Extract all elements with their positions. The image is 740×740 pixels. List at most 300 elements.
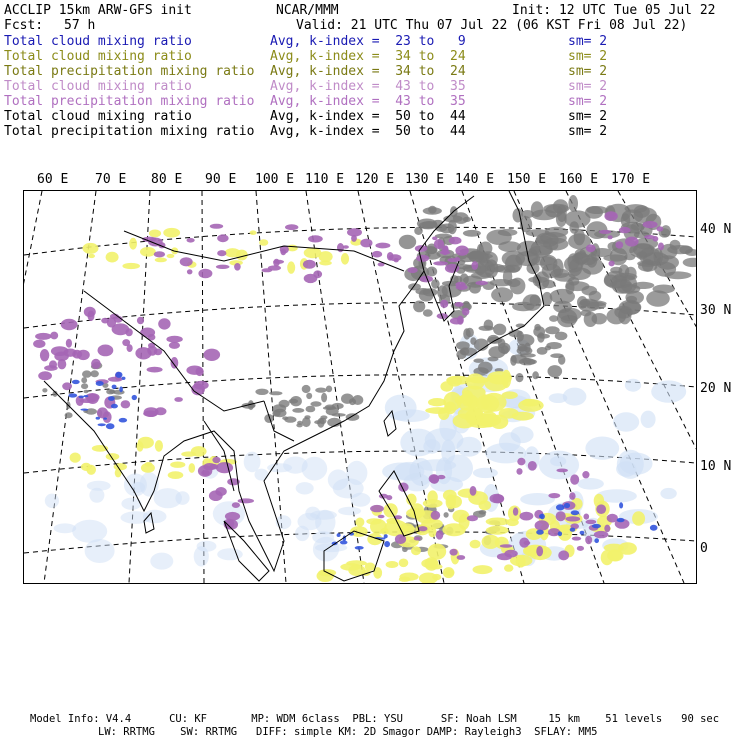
field-avg: Avg, k-index = 34 to 24 [270,49,466,64]
purple-cloud [657,226,664,231]
lat-label: 10 N [700,459,732,474]
purple-cloud [433,261,448,265]
purple-cloud [548,493,560,498]
purple-cloud [225,512,240,521]
light-blue-cloud [217,548,243,560]
light-blue-cloud [302,457,328,481]
blue-cloud [111,404,118,409]
purple-cloud [313,270,322,278]
yellow-cloud [443,490,457,501]
purple-cloud [77,350,90,360]
gray-cloud [439,224,454,234]
gray-cloud [81,377,87,383]
purple-cloud [234,263,241,271]
gray-cloud [476,253,490,264]
purple-cloud [54,352,69,362]
yellow-cloud [365,563,376,571]
blue-cloud [115,372,122,378]
light-blue-cloud [625,379,641,392]
purple-cloud [596,504,606,514]
init-time: Init: 12 UTC Tue 05 Jul 22 [512,3,716,18]
purple-cloud [449,237,462,245]
field-smoothing: sm= 2 [568,49,608,64]
blue-cloud [108,396,115,401]
gray-cloud [517,344,526,352]
yellow-cloud [170,462,185,468]
gray-cloud [517,331,524,342]
fcst-label: Fcst: [4,18,44,33]
purple-cloud [40,349,49,361]
field-avg: Avg, k-index = 34 to 24 [270,64,466,79]
purple-cloud [594,531,609,538]
purple-cloud [470,486,477,496]
light-blue-cloud [338,507,361,515]
blue-cloud [80,409,88,411]
light-blue-cloud [563,388,587,406]
purple-cloud [91,359,101,369]
purple-cloud [455,302,464,307]
light-blue-cloud [641,411,656,428]
yellow-cloud [181,451,196,456]
gray-cloud [484,320,494,331]
purple-cloud [232,502,240,508]
yellow-cloud [386,561,399,568]
light-blue-cloud [244,452,261,473]
yellow-cloud [367,533,382,545]
blue-cloud [96,381,104,386]
field-name: Total precipitation mixing ratio [4,64,255,79]
gray-cloud [310,401,321,406]
field-name: Total cloud mixing ratio [4,34,192,49]
blue-cloud [650,525,658,531]
lat-label: 40 N [700,222,732,237]
purple-cloud [66,339,72,348]
purple-cloud [436,530,444,539]
blue-cloud [384,541,390,547]
gray-cloud [589,291,602,301]
purple-cloud [378,515,385,519]
purple-cloud [166,336,182,343]
purple-cloud [61,319,78,330]
gray-cloud [516,324,525,328]
gray-cloud [488,346,505,358]
lon-label: 170 E [611,172,651,187]
blue-cloud [106,423,115,429]
purple-cloud [442,246,449,256]
field-avg: Avg, k-index = 43 to 35 [270,94,466,109]
purple-cloud [625,237,639,247]
blue-cloud [594,538,599,543]
field-name: Total precipitation mixing ratio [4,124,255,139]
light-blue-cloud [585,437,619,460]
gray-cloud [269,391,282,395]
purple-cloud [196,367,204,376]
gray-cloud [463,217,471,222]
purple-cloud [394,258,399,262]
gray-cloud [290,396,302,406]
lon-label: 60 E [37,172,69,187]
yellow-cloud [487,371,512,384]
yellow-cloud [163,228,180,238]
gray-cloud [520,353,536,357]
field-smoothing: sm= 2 [568,64,608,79]
yellow-cloud [632,511,645,526]
purple-cloud [536,546,543,556]
lon-label: 100 E [255,172,295,187]
yellow-cloud [618,542,637,555]
yellow-cloud [522,400,540,407]
gray-cloud [314,420,321,424]
yellow-cloud [419,573,438,584]
yellow-cloud [469,377,489,384]
gray-cloud [548,365,563,377]
gray-cloud [422,221,438,228]
gray-cloud [642,259,654,272]
field-avg: Avg, k-index = 50 to 44 [270,124,466,139]
field-smoothing: sm= 2 [568,109,608,124]
yellow-cloud [129,238,137,250]
yellow-cloud [167,254,175,258]
gray-cloud [510,278,526,295]
lon-label: 80 E [151,172,183,187]
yellow-cloud [83,243,99,254]
yellow-cloud [400,573,419,581]
yellow-cloud [140,247,156,257]
yellow-cloud [438,408,449,420]
yellow-cloud [411,546,421,555]
light-blue-cloud [385,395,417,421]
gray-cloud [106,389,114,394]
light-blue-cloud [296,482,314,494]
purple-cloud [586,520,597,525]
purple-cloud [212,457,220,463]
yellow-cloud [421,559,438,569]
yellow-cloud [225,248,241,257]
purple-cloud [599,230,611,234]
light-blue-cloud [194,546,209,566]
gray-cloud [626,296,637,303]
fcst-value: 57 h [64,18,96,33]
purple-cloud [154,349,162,356]
purple-cloud [187,238,195,243]
yellow-cloud [443,392,461,411]
purple-cloud [285,224,298,230]
yellow-cloud [504,564,513,571]
purple-cloud [337,243,344,252]
purple-cloud [644,235,655,239]
gray-cloud [399,235,416,249]
purple-cloud [387,252,394,261]
gray-cloud [284,416,296,422]
purple-cloud [127,344,133,352]
gray-cloud [456,350,466,359]
lon-label: 160 E [559,172,599,187]
purple-cloud [431,511,441,520]
field-name: Total cloud mixing ratio [4,109,192,124]
gray-cloud [498,229,518,236]
lon-label: 140 E [455,172,495,187]
purple-cloud [62,382,72,390]
yellow-cloud [138,437,154,449]
purple-cloud [101,318,109,324]
yellow-cloud [319,251,333,262]
purple-cloud [103,411,112,423]
gray-cloud [306,393,312,399]
purple-cloud [204,349,221,361]
gray-cloud [653,285,675,294]
purple-cloud [416,255,429,262]
field-smoothing: sm= 2 [568,79,608,94]
valid-time: Valid: 21 UTC Thu 07 Jul 22 (06 KST Fri 08 Jul 22) [296,18,688,33]
yellow-cloud [70,453,81,463]
yellow-cloud [486,526,509,535]
lat-label: 0 [700,541,708,556]
lon-label: 130 E [405,172,445,187]
yellow-cloud [145,462,153,467]
blue-cloud [337,533,341,537]
purple-cloud [121,400,131,408]
yellow-cloud [287,261,295,273]
purple-cloud [280,249,286,255]
yellow-cloud [86,465,96,475]
yellow-cloud [486,518,509,526]
gray-cloud [581,310,592,317]
purple-cloud [171,357,179,369]
purple-cloud [303,260,316,269]
gray-cloud [463,328,470,339]
gray-cloud [665,271,692,279]
field-smoothing: sm= 2 [568,124,608,139]
blue-cloud [384,534,388,538]
purple-cloud [418,526,427,531]
light-blue-cloud [328,469,349,490]
purple-cloud [524,541,531,545]
purple-cloud [565,516,580,521]
lon-label: 120 E [355,172,395,187]
gray-cloud [415,288,430,295]
purple-cloud [586,244,596,252]
gray-cloud [413,301,425,313]
yellow-cloud [482,535,500,549]
blue-cloud [571,510,579,515]
purple-cloud [609,261,615,267]
field-name: Total precipitation mixing ratio [4,94,255,109]
purple-cloud [517,458,525,466]
purple-cloud [169,342,180,349]
gray-cloud [255,389,268,395]
gray-cloud [585,206,603,219]
purple-cloud [308,235,323,242]
model-info: Model Info: V4.4 CU: KF MP: WDM 6class PBL: YSU SF: Noah LSM 15 km 51 levels 90 sec [30,713,720,725]
physics-info: LW: RRTMG SW: RRTMG DIFF: simple KM: 2D Smagor DAMP: Rayleigh3 SFLAY: MM5 [98,726,598,738]
gray-cloud [545,326,560,334]
gray-cloud [402,547,408,552]
gray-cloud [321,393,327,403]
purple-cloud [457,555,466,560]
light-blue-cloud [617,450,644,479]
purple-cloud [604,211,617,221]
field-smoothing: sm= 2 [568,94,608,109]
blue-cloud [119,418,127,423]
yellow-cloud [250,230,257,235]
yellow-cloud [168,471,184,479]
purple-cloud [215,487,226,496]
blue-cloud [68,393,77,397]
yellow-cloud [473,565,493,574]
lat-label: 30 N [700,303,732,318]
blue-cloud [619,502,623,508]
coastline [124,231,404,271]
gray-cloud [297,421,303,425]
lon-label: 150 E [507,172,547,187]
gray-cloud [604,271,627,289]
purple-cloud [273,259,280,267]
purple-cloud [210,464,219,470]
yellow-cloud [370,519,387,534]
gray-cloud [346,413,360,421]
gray-cloud [113,390,125,395]
purple-cloud [347,228,362,236]
gray-cloud [572,253,590,264]
purple-cloud [360,239,372,248]
blue-cloud [132,395,137,400]
purple-cloud [658,243,664,251]
light-blue-cloud [295,526,309,541]
purple-cloud [216,462,233,473]
yellow-cloud [428,527,436,537]
light-blue-cloud [651,380,686,402]
map-canvas [24,191,696,583]
light-blue-cloud [613,412,639,432]
map-panel [23,190,697,584]
gray-cloud [512,302,534,312]
light-blue-cloud [457,437,482,457]
purple-cloud [556,511,566,521]
field-avg: Avg, k-index = 23 to 9 [270,34,466,49]
blue-cloud [96,417,100,420]
yellow-cloud [399,559,409,568]
gray-cloud [558,308,582,321]
purple-cloud [112,323,130,335]
purple-cloud [217,250,226,256]
purple-cloud [38,371,52,380]
blue-cloud [112,385,117,389]
purple-cloud [500,544,513,548]
gray-cloud [568,195,578,212]
blue-cloud [617,518,625,522]
blue-cloud [536,530,544,535]
purple-cloud [154,251,165,257]
purple-cloud [88,311,95,322]
yellow-cloud [155,440,163,452]
yellow-cloud [189,463,196,473]
blue-cloud [119,386,123,392]
yellow-cloud [458,407,484,420]
purple-cloud [577,546,584,551]
meridian-line [24,191,42,583]
light-blue-cloud [72,520,107,543]
gray-cloud [304,415,310,419]
purple-cloud [430,475,439,484]
yellow-cloud [155,258,167,263]
purple-cloud [456,284,468,290]
purple-cloud [462,308,469,316]
purple-cloud [457,316,464,325]
purple-cloud [475,281,488,285]
purple-cloud [147,367,163,373]
purple-cloud [619,227,631,233]
blue-cloud [570,528,576,532]
yellow-cloud [443,567,455,578]
gray-cloud [534,324,541,331]
gray-cloud [273,404,287,412]
gray-cloud [478,362,493,374]
lon-label: 90 E [205,172,237,187]
purple-cloud [372,251,382,258]
purple-cloud [492,494,504,503]
gray-cloud [306,406,316,413]
yellow-cloud [512,412,534,421]
purple-cloud [33,340,45,348]
gray-cloud [42,388,47,392]
purple-cloud [572,537,581,541]
gray-cloud [516,373,524,382]
yellow-cloud [259,239,268,246]
blue-cloud [84,395,89,397]
purple-cloud [414,537,421,541]
purple-cloud [194,381,209,390]
field-name: Total cloud mixing ratio [4,49,192,64]
purple-cloud [370,505,384,512]
purple-cloud [450,549,458,556]
gray-cloud [302,385,311,393]
purple-cloud [210,224,223,229]
gray-cloud [81,383,88,389]
purple-cloud [187,269,193,274]
gray-cloud [90,370,99,377]
blue-cloud [103,418,107,420]
purple-cloud [504,550,517,558]
purple-cloud [556,469,568,473]
gray-cloud [540,255,557,271]
purple-cloud [472,261,479,270]
yellow-cloud [446,376,470,385]
gray-cloud [326,386,332,393]
blue-cloud [580,531,585,535]
purple-cloud [198,269,212,278]
lon-label: 70 E [95,172,127,187]
gray-cloud [315,388,327,393]
purple-cloud [87,394,99,404]
purple-cloud [174,397,183,402]
blue-cloud [564,503,570,508]
yellow-cloud [149,230,161,238]
light-blue-cloud [473,468,498,478]
blue-cloud [72,380,80,384]
gray-cloud [498,241,521,252]
gray-cloud [65,412,73,418]
gray-cloud [683,258,696,267]
gray-cloud [565,281,589,291]
gray-cloud [84,390,89,394]
purple-cloud [558,550,569,560]
purple-cloud [569,492,575,500]
yellow-cloud [470,540,481,549]
blue-cloud [592,524,601,528]
center-label: NCAR/MMM [276,3,339,18]
yellow-cloud [423,499,443,508]
gray-cloud [633,207,657,223]
